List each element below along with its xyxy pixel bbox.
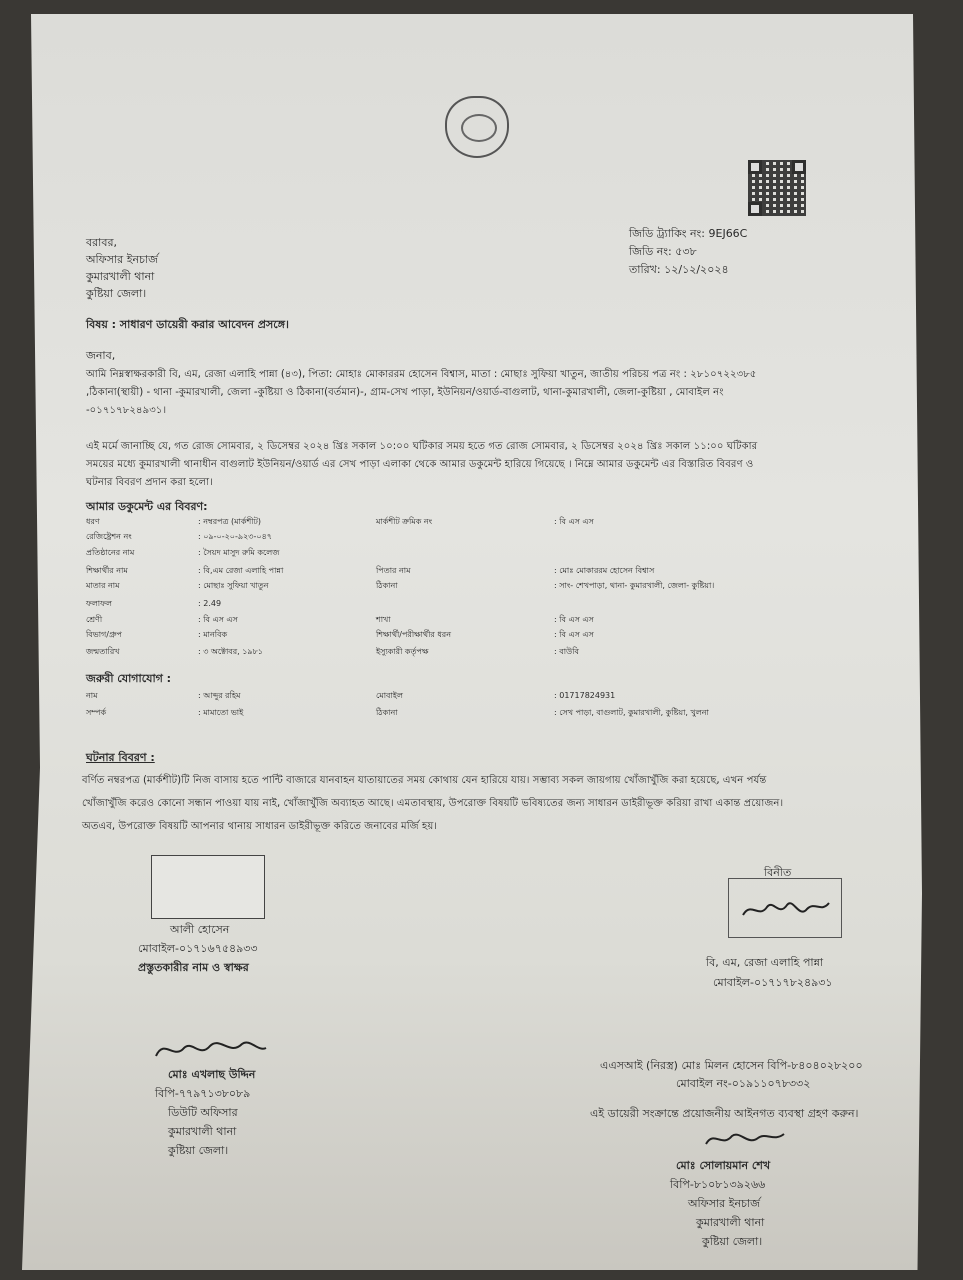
contact-value: : সেখ পাড়া, বাগুলাট, কুমারখালী, কুষ্টিয়া, খুলনা <box>554 708 709 717</box>
duty-officer-district: কুষ্টিয়া জেলা। <box>168 1144 229 1157</box>
detail-value: : মানবিক <box>198 630 228 639</box>
detail-label: ধরণ <box>86 517 100 526</box>
detail-value: : বি এস এস <box>198 615 238 624</box>
applicant-closing: বিনীত <box>764 866 792 879</box>
detail-value: : নম্বরপত্র (মার্কশীট) <box>198 517 261 526</box>
oc-station: কুমারখালী থানা <box>696 1216 765 1229</box>
recipient-line: বরাবর, <box>86 236 118 249</box>
detail-value: : ৩ অক্টোবর, ১৯৮১ <box>198 647 263 656</box>
detail-value: : বি এস এস <box>554 615 594 624</box>
gd-tracking: জিডি ট্র্যাকিং নং: 9EJ66C <box>629 227 748 240</box>
salutation: জনাব, <box>86 349 116 362</box>
detail-value: : 2.49 <box>198 599 222 608</box>
incident-line: বর্ণিত নম্বরপত্র (মার্কশীট)টি নিজ বাসায় হতে পান্টি বাজারে যানবাহন যাতায়াতের সময় কোথায় যেন হারিয়ে যায়। সম্ভাব্য সকল জায়গায় খোঁজাখুঁজি করা হয়েছে, এখন পর্যন্ত <box>82 775 767 786</box>
contact-label: মোবাইল <box>376 691 403 700</box>
detail-label: রেজিষ্ট্রেশন নং <box>86 532 132 541</box>
detail-label: মার্কশীট ক্রমিক নং <box>376 517 433 526</box>
statement-line: এই মর্মে জানাচ্ছি যে, গত রোজ সোমবার, ২ ডিসেম্বর ২০২৪ খ্রিঃ সকাল ১০:০০ ঘটিকার সময় হতে গত রোজ সোমবার, ২ ডিসেম্বর ২০২৪ খ্রিঃ সকাল ১১:০০ ঘটিকার <box>86 441 758 452</box>
statement-line: সময়ের মধ্যে কুমারখালী থানাধীন বাগুলাট ইউনিয়ন/ওয়ার্ড এর সেখ পাড়া এলাকা থেকে আমার ডকুমেন্ট হারিয়ে গিয়েছে । নিম্নে আমার ডকুমেন্ট এর বিস্তারিত বিবরণ ও <box>86 459 754 470</box>
contact-value: : 01717824931 <box>554 691 616 700</box>
statement-paragraph <box>86 438 906 492</box>
detail-label: ফলাফল <box>86 599 112 608</box>
applicant-signature-box <box>728 878 842 938</box>
contact-value: : আব্দুর রহিম <box>198 691 241 700</box>
detail-label: পিতার নাম <box>376 566 411 575</box>
contact-label: নাম <box>86 691 98 700</box>
document-details-heading: আমার ডকুমেন্ট এর বিবরণ: <box>86 500 208 513</box>
detail-label: শিক্ষার্থী/পরীক্ষার্থীর ধরন <box>376 630 451 639</box>
detail-label: শিক্ষার্থীর নাম <box>86 566 128 575</box>
detail-label: প্রতিষ্ঠানের নাম <box>86 548 135 557</box>
instruction: এই ডায়েরী সংক্রান্তে প্রয়োজনীয় আইনগত ব্যবস্থা গ্রহণ করুন। <box>590 1107 859 1120</box>
detail-value: : বাউবি <box>554 647 579 656</box>
applicant-mobile: মোবাইল-০১৭১৭৮২৪৯৩১ <box>713 976 833 989</box>
detail-label: শাখা <box>376 615 391 624</box>
oc-district: কুষ্টিয়া জেলা। <box>702 1235 763 1248</box>
contact-value: : মামাতো ভাই <box>198 708 244 717</box>
incident-line: অতএব, উপরোক্ত বিষয়টি আপনার থানায় সাধারন ডাইরীভূক্ত করিতে জনাবের মর্জি হয়। <box>82 821 437 832</box>
detail-label: বিভাগ/গ্রুপ <box>86 630 122 639</box>
qr-code <box>748 160 806 216</box>
duty-officer-signature <box>150 1030 270 1070</box>
oc-name: মোঃ সোলায়মান শেখ <box>676 1159 771 1172</box>
recipient-line: অফিসার ইনচার্জ <box>86 253 158 266</box>
applicant-signature <box>729 879 841 937</box>
preparer-caption: প্রস্তুতকারীর নাম ও স্বাক্ষর <box>138 961 249 974</box>
intro-line: -০১৭১৭৮২৪৯৩১। <box>86 405 167 416</box>
oc-title: অফিসার ইনচার্জ <box>688 1197 760 1210</box>
duty-officer-station: কুমারখালী থানা <box>168 1125 237 1138</box>
detail-value: : মোছাঃ সুফিয়া খাতুন <box>198 581 269 590</box>
detail-label: জন্মতারিখ <box>86 647 120 656</box>
detail-label: ঠিকানা <box>376 581 398 590</box>
applicant-name: বি, এম, রেজা এলাহি পান্না <box>706 956 824 969</box>
detail-value: : সাং- শেখপাড়া, থানা- কুমারখালী, জেলা- কুষ্টিয়া। <box>554 581 715 590</box>
oc-bp: বিপি-৮১০৮১৩৯২৬৬ <box>670 1178 766 1191</box>
incident-paragraph <box>82 769 912 838</box>
recipient-line: কুষ্টিয়া জেলা। <box>86 287 147 300</box>
gd-number: জিডি নং: ৫৩৮ <box>629 245 697 258</box>
intro-line: আমি নিম্নস্বাক্ষরকারী বি, এম, রেজা এলাহি পান্না (৪৩), পিতা: মোহাঃ মোকাররম হোসেন বিশ্বাস, মাতা : মোছাঃ সুফিয়া খাতুন, জাতীয় পরিচয় পত্র নং : ২৮১০৭২২৩৮৫ <box>86 369 757 380</box>
subject: বিষয় : সাধারণ ডায়েরী করার আবেদন প্রসঙ্গে। <box>86 318 289 331</box>
asi-name: এএসআই (নিরস্ত্র) মোঃ মিলন হোসেন বিপি-৮৪০৪০২৮২০০ <box>600 1059 863 1072</box>
statement-line: ঘটনার বিবরণ প্রদান করা হলো। <box>86 477 213 488</box>
asi-mobile: মোবাইল নং-০১৯১১০৭৮৩৩২ <box>676 1077 811 1090</box>
emergency-contact-heading: জরুরী যোগাযোগ : <box>86 672 172 685</box>
contact-label: ঠিকানা <box>376 708 398 717</box>
intro-paragraph <box>86 366 906 420</box>
intro-line: ,ঠিকানা(স্থায়ী) - থানা -কুমারখালী, জেলা -কুষ্টিয়া ও ঠিকানা(বর্তমান)-, গ্রাম-সেখ পাড়া, ইউনিয়ন/ওয়ার্ড-বাগুলাট, থানা-কুমারখালী, জেলা-কুষ্টিয়া , মোবাইল নং <box>86 387 724 398</box>
incident-heading: ঘটনার বিবরণ : <box>86 751 155 764</box>
duty-officer-name: মোঃ এখলাছ উদ্দিন <box>168 1068 256 1081</box>
detail-value: : ০৯-০-২০-৯২৩-০৪৭ <box>198 532 272 541</box>
preparer-name: আলী হোসেন <box>170 923 230 936</box>
recipient-line: কুমারখালী থানা <box>86 270 155 283</box>
contact-label: সম্পর্ক <box>86 708 107 717</box>
duty-officer-bp: বিপি-৭৭৯৭১৩৮০৮৯ <box>155 1087 251 1100</box>
detail-value: : মোঃ মোকাররম হোসেন বিশ্বাস <box>554 566 655 575</box>
detail-value: : বি এস এস <box>554 517 594 526</box>
detail-label: ইস্যুকারী কর্তৃপক্ষ <box>376 647 429 656</box>
detail-value: : সৈয়দ মাসুদ রুমি কলেজ <box>198 548 280 557</box>
officer-in-charge-signature <box>700 1124 790 1154</box>
preparer-mobile: মোবাইল-০১৭১৬৭৫৪৯৩৩ <box>138 942 258 955</box>
gd-date: তারিখ: ১২/১২/২০২৪ <box>629 263 729 276</box>
preparer-signature-box <box>151 855 265 919</box>
duty-officer-title: ডিউটি অফিসার <box>168 1106 238 1119</box>
detail-label: শ্রেণী <box>86 615 103 624</box>
detail-label: মাতার নাম <box>86 581 120 590</box>
incident-line: খোঁজাখুঁজি করেও কোনো সন্ধান পাওয়া যায় নাই, খোঁজাখুঁজি অব্যাহত আছে। এমতাবস্থায়, উপরোক্ত বিষয়টি ভবিষ্যতের জন্য সাধারন ডাইরীভূক্ত করিয়া রাখা একান্ত প্রয়োজন। <box>82 798 784 809</box>
police-seal-logo <box>445 96 509 158</box>
detail-value: : বি,এম রেজা এলাহি পান্না <box>198 566 284 575</box>
detail-value: : বি এস এস <box>554 630 594 639</box>
